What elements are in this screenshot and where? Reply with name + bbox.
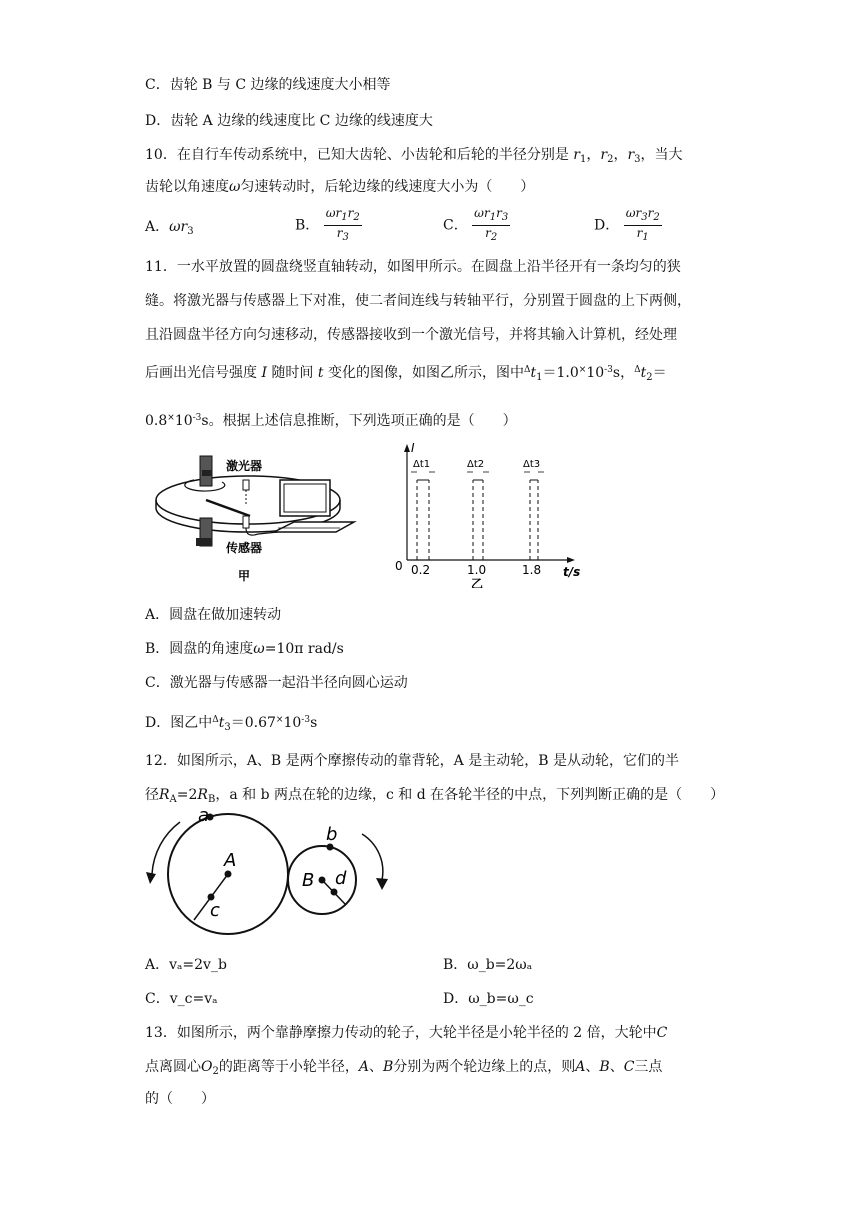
q12-stem-line1: 12．如图所示，A、B 是两个摩擦传动的靠背轮，A 是主动轮，B 是从动轮，它们的半 [145,753,679,769]
figure-friction-wheels [140,808,400,938]
q12-option-d: D．ω_b=ω_c [443,991,534,1007]
label-sensor: 传感器 [226,541,263,555]
q10-option-a: A．$\omega r_3$ [145,219,194,237]
q9-option-d: D．齿轮 A 边缘的线速度比 C 边缘的线速度大 [145,113,433,129]
q11-stem-line1: 11．一水平放置的圆盘绕竖直轴转动，如图甲所示。在圆盘上沿半径开有一条均匀的狭 [145,259,681,275]
q10-stem-line1: 10．在自行车传动系统中，已知大齿轮、小齿轮和后轮的半径分别是 $r_1$，$r_2$，$r_3$，当大 [145,147,683,165]
q13-stem-line2: 点离圆心$O_2$的距离等于小轮半径，A、B分别为两个轮边缘上的点，则A、B、C三点 [145,1059,663,1077]
label-b: b [326,824,338,845]
q13-stem-line1: 13．如图所示，两个靠静摩擦力传动的轮子，大轮半径是小轮半径的 2 倍，大轮中C [145,1025,668,1041]
caption-yi: 乙 [471,577,484,588]
tick-label: 1.8 [522,563,542,577]
dt2-label: Δt2 [467,459,485,470]
q11-option-b: B．圆盘的角速度ω=10π rad/s [145,641,344,657]
q10-option-d: D． $\frac{\omega r_3r_2}{r_1}$ [594,206,660,243]
q11-stem-line2: 缝。将激光器与传感器上下对准，使二者间连线与转轴平行，分别置于圆盘的上下两侧， [145,293,691,309]
x-axis-label: t/s [563,565,581,579]
pulse-1 [417,480,429,560]
q11-option-c: C．激光器与传感器一起沿半径向圆心运动 [145,675,408,691]
point-d [331,889,338,896]
q9-option-c: C．齿轮 B 与 C 边缘的线速度大小相等 [145,77,391,93]
tick-label: 1.0 [467,563,487,577]
q12-option-c: C．v_c=vₐ [145,991,218,1007]
label-A: A [224,850,237,871]
label-B: B [302,870,315,891]
q12-stem-line2: 径$R_A=2R_B$，a 和 b 两点在轮的边缘，c 和 d 在各轮半径的中点，下列判断正确的是（ ） [145,787,725,805]
dt3-label: Δt3 [523,459,541,470]
label-laser: 激光器 [226,459,263,473]
q11-stem-line4: 后画出光信号强度 I 随时间 t 变化的图像，如图乙所示，图中$^\Delta t_1=1.0^\times 10^{-3}s$，$^\Delta t_2=$ [145,365,667,383]
q10-option-b: B． $\frac{\omega r_1r_2}{r_3}$ [295,206,360,243]
q11-stem-line3: 且沿圆盘半径方向匀速移动，传感器接收到一个激光信号，并将其输入计算机，经处理 [145,327,677,343]
q13-stem-line3: 的（ ） [145,1091,215,1107]
figure-yi-signal-graph [385,440,585,588]
label-a: a [198,808,210,826]
q12-option-b: B．ω_b=2ωₐ [443,957,533,973]
q11-stem-line5: $0.8^\times 10^{-3}s$。根据上述信息推断，下列选项正确的是（ ） [145,413,517,429]
label-c: c [210,900,220,921]
pulse-3 [530,480,538,560]
dt1-label: Δt1 [413,459,431,470]
caption-jia: 甲 [238,569,251,583]
y-axis-label: I [411,441,415,455]
tick-label: 0.2 [411,563,431,577]
q12-option-a: A．vₐ=2v_b [145,957,227,973]
q11-option-a: A．圆盘在做加速转动 [145,607,282,623]
q11-option-d: D．图乙中$^\Delta t_3=0.67^\times 10^{-3}s$ [145,715,318,733]
q10-option-c: C． $\frac{\omega r_1r_3}{r_2}$ [443,206,509,243]
pulse-2 [473,480,483,560]
label-d: d [335,868,347,889]
q10-stem-line2: 齿轮以角速度ω匀速转动时，后轮边缘的线速度大小为（ ） [145,179,535,195]
figure-jia-disc-apparatus [150,452,360,587]
origin-label: 0 [395,559,403,573]
